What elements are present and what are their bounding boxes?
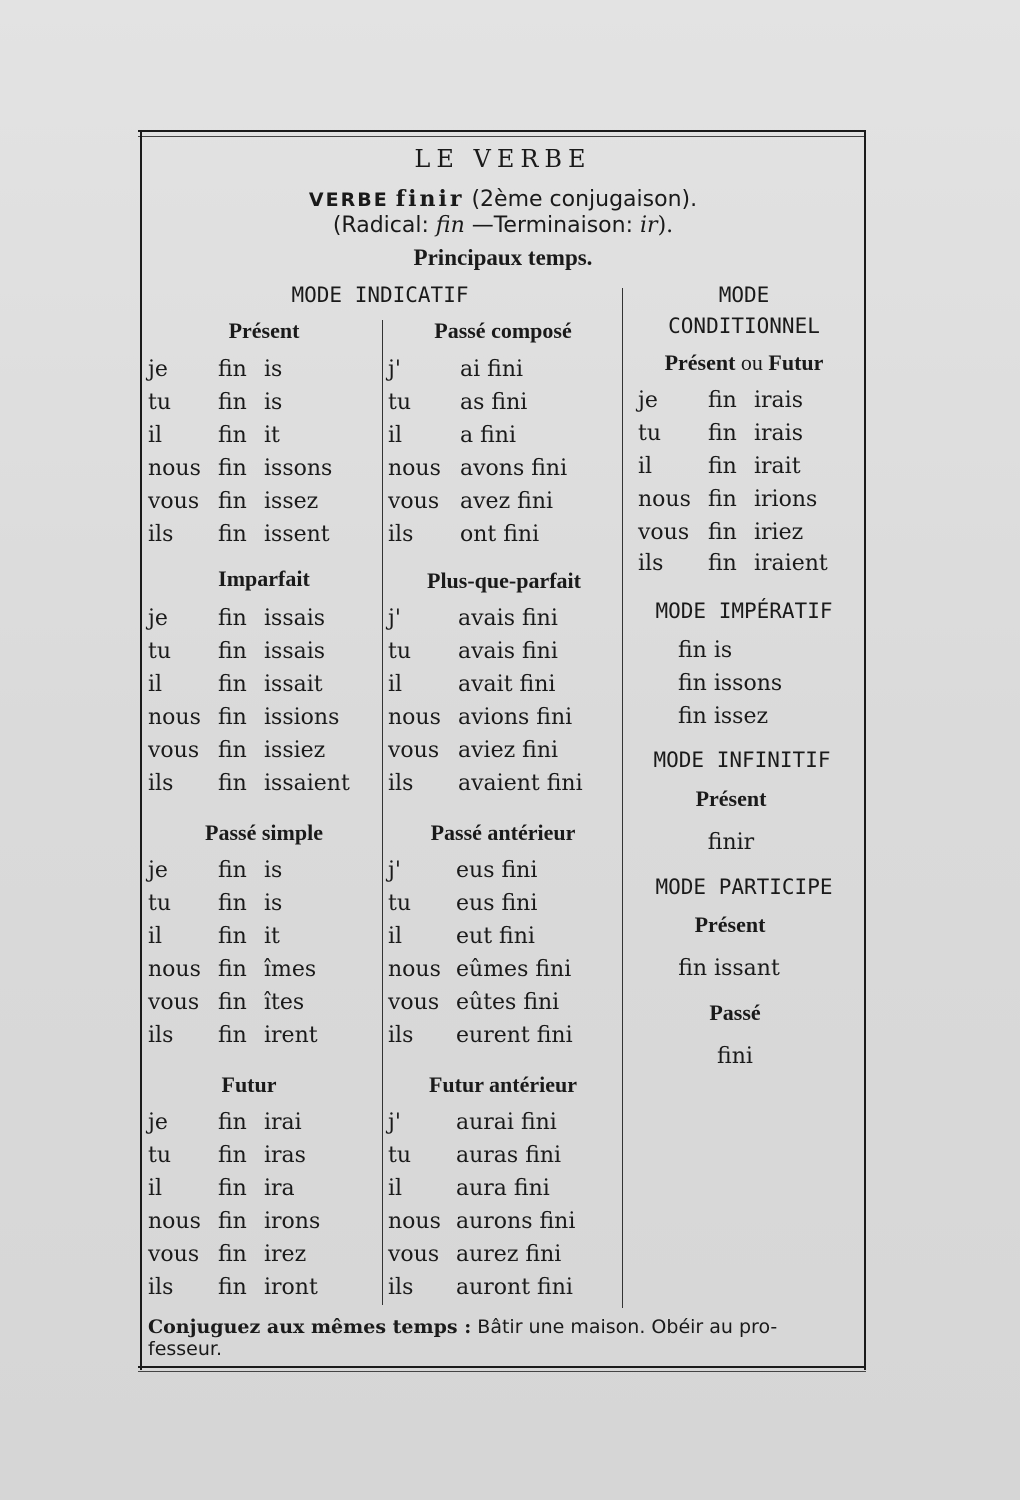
conjugation-form: eûmes fini (456, 957, 572, 982)
conjugation-form: eus fini (456, 891, 538, 916)
conjugation-radical: fin (218, 891, 247, 916)
conjugation-form: ai fini (460, 357, 524, 382)
conjugation-pronoun: nous (388, 957, 441, 982)
conjugation-ending: it (264, 423, 280, 448)
mode-conditionnel-label-2: CONDITIONNEL (668, 314, 820, 338)
conjugation-pronoun: je (148, 858, 168, 883)
exercise-text-line2: fesseur. (148, 1338, 223, 1360)
tense-heading-passe-simple: Passé simple (205, 820, 323, 845)
conjugation-radical: fin (218, 639, 247, 664)
conjugation-radical: fin (218, 606, 247, 631)
conjugation-ending: ira (264, 1176, 295, 1201)
conjugation-pronoun: ils (148, 1275, 174, 1300)
conjugation-pronoun: ils (148, 1023, 174, 1048)
conjugation-ending: irait (754, 454, 801, 479)
conjugation-pronoun: il (148, 1176, 163, 1201)
tense-heading-futur-anterieur: Futur antérieur (428, 1072, 578, 1097)
participe-present-value: fin issant (678, 956, 780, 981)
conjugation-pronoun: tu (388, 639, 412, 664)
conjugation-form: eûtes fini (456, 990, 560, 1015)
conjugation-pronoun: tu (638, 421, 662, 446)
conjugation-group: (2ème conjugaison). (471, 187, 698, 212)
conjugation-pronoun: vous (148, 990, 200, 1015)
conjugation-pronoun: ils (388, 1275, 414, 1300)
conjugation-ending: iraient (754, 551, 828, 576)
conjugation-ending: it (264, 924, 280, 949)
conjugation-pronoun: nous (148, 705, 201, 730)
conjugation-pronoun: nous (388, 705, 441, 730)
page-title: LE VERBE (414, 145, 592, 173)
terminaison-label: —Terminaison: (471, 213, 633, 238)
conjugation-radical: fin (218, 1176, 247, 1201)
conjugation-form: auras fini (456, 1143, 562, 1168)
imperatif-row-1: fin is (678, 638, 733, 663)
conjugation-radical: fin (708, 520, 737, 545)
conjugation-pronoun: il (148, 423, 163, 448)
conjugation-ending: irai (264, 1110, 302, 1135)
participe-present-heading: Présent (694, 912, 766, 937)
conjugation-ending: iriez (754, 520, 804, 545)
conjugation-ending: issez (264, 489, 319, 514)
conjugation-radical: fin (218, 1209, 247, 1234)
conjugation-form: ont fini (460, 522, 540, 547)
conjugation-pronoun: j' (388, 606, 401, 631)
principaux-heading: Principaux temps. (413, 245, 593, 270)
mode-indicatif-label: MODE INDICATIF (291, 283, 469, 307)
conjugation-pronoun: il (148, 924, 163, 949)
conjugation-form: eut fini (456, 924, 535, 949)
conjugation-ending: irons (264, 1209, 321, 1234)
conjugation-pronoun: j' (388, 858, 401, 883)
conjugation-ending: iras (264, 1143, 306, 1168)
conjugation-form: aurai fini (456, 1110, 557, 1135)
conjugation-pronoun: vous (148, 1242, 200, 1267)
verbe-label: VERBE (308, 189, 389, 211)
conjugation-form: aviez fini (458, 738, 559, 763)
conjugation-pronoun: tu (148, 639, 172, 664)
conjugation-ending: issent (264, 522, 330, 547)
conjugation-pronoun: tu (388, 891, 412, 916)
conjugation-pronoun: vous (388, 990, 440, 1015)
conjugation-pronoun: nous (638, 487, 691, 512)
conjugation-radical: fin (708, 487, 737, 512)
conjugation-radical: fin (218, 357, 247, 382)
conjugation-pronoun: je (148, 1110, 168, 1135)
conditionnel-tense-heading (624, 350, 864, 376)
conjugation-pronoun: nous (388, 456, 441, 481)
conjugation-radical: fin (708, 388, 737, 413)
conjugation-ending: issaient (264, 771, 350, 796)
conjugation-radical: fin (218, 522, 247, 547)
bottom-rule-thin (138, 1371, 866, 1372)
conjugation-pronoun: vous (388, 489, 440, 514)
conjugation-radical: fin (218, 1242, 247, 1267)
conjugation-pronoun: ils (148, 522, 174, 547)
conjugation-radical: fin (218, 423, 247, 448)
conjugation-pronoun: ils (388, 1023, 414, 1048)
imperatif-row-2: fin issons (678, 671, 783, 696)
conjugation-ending: irais (754, 421, 803, 446)
tense-heading-passe-compose: Passé composé (434, 318, 572, 343)
conjugation-form: avons fini (460, 456, 568, 481)
conjugation-radical: fin (218, 1143, 247, 1168)
conjugation-form: aurons fini (456, 1209, 576, 1234)
conditionnel-futur: Futur (768, 350, 824, 375)
mode-imperatif-label: MODE IMPÉRATIF (655, 599, 833, 623)
conjugation-pronoun: il (388, 1176, 403, 1201)
conjugation-ending: irent (264, 1023, 318, 1048)
conjugation-form: avez fini (460, 489, 554, 514)
conjugation-form: avais fini (458, 606, 558, 631)
conjugation-pronoun: j' (388, 357, 401, 382)
conjugation-pronoun: tu (148, 891, 172, 916)
exercise-instruction (148, 1316, 848, 1360)
conjugation-radical: fin (218, 924, 247, 949)
conjugation-ending: irais (754, 388, 803, 413)
tense-heading-imparfait: Imparfait (218, 566, 310, 591)
verb-line (140, 186, 866, 213)
conjugation-ending: issions (264, 705, 340, 730)
conjugation-pronoun: nous (388, 1209, 441, 1234)
conjugation-pronoun: je (638, 388, 658, 413)
separator-left-mid (382, 320, 383, 1305)
exercise-bold-lead: Conjuguez aux mêmes temps : (148, 1316, 472, 1338)
conjugation-pronoun: tu (148, 390, 172, 415)
conjugation-ending: issait (264, 672, 323, 697)
conjugation-pronoun: ils (388, 522, 414, 547)
conjugation-ending: iront (264, 1275, 318, 1300)
conjugation-ending: issiez (264, 738, 326, 763)
conjugation-pronoun: tu (388, 1143, 412, 1168)
conjugation-radical: fin (218, 771, 247, 796)
conjugation-radical: fin (218, 957, 247, 982)
conjugation-radical: fin (218, 705, 247, 730)
conjugation-pronoun: il (388, 423, 403, 448)
conjugation-radical: fin (218, 1110, 247, 1135)
conjugation-ending: îtes (264, 990, 305, 1015)
conjugation-pronoun: je (148, 606, 168, 631)
mode-participe-label: MODE PARTICIPE (655, 875, 833, 899)
tense-heading-plus-que-parfait: Plus-que-parfait (427, 568, 581, 593)
conjugation-pronoun: il (638, 454, 653, 479)
separator-mid-right (622, 288, 623, 1308)
conjugation-form: avait fini (458, 672, 556, 697)
conjugation-form: avais fini (458, 639, 558, 664)
conjugation-radical: fin (218, 489, 247, 514)
radical-line (140, 213, 866, 239)
tense-heading-present: Présent (228, 318, 300, 343)
infinitif-present-heading: Présent (695, 786, 767, 811)
conjugation-form: aurez fini (456, 1242, 562, 1267)
radical-open: (Radical: (332, 213, 429, 238)
conjugation-ending: is (264, 891, 283, 916)
conjugation-pronoun: ils (148, 771, 174, 796)
conjugation-radical: fin (218, 1275, 247, 1300)
conjugation-pronoun: il (388, 672, 403, 697)
conjugation-pronoun: tu (388, 390, 412, 415)
conditionnel-ou: ou (740, 350, 763, 375)
conjugation-pronoun: nous (148, 957, 201, 982)
conjugation-pronoun: il (148, 672, 163, 697)
conjugation-form: auront fini (456, 1275, 573, 1300)
conjugation-radical: fin (708, 421, 737, 446)
conjugation-radical: fin (218, 858, 247, 883)
conditionnel-present: Présent (664, 350, 736, 375)
conjugation-pronoun: tu (148, 1143, 172, 1168)
conjugation-radical: fin (708, 454, 737, 479)
radical-close: ). (657, 213, 674, 238)
conjugation-form: as fini (460, 390, 528, 415)
conjugation-pronoun: vous (148, 738, 200, 763)
conjugation-radical: fin (218, 738, 247, 763)
conjugation-pronoun: nous (148, 1209, 201, 1234)
conjugation-form: aura fini (456, 1176, 550, 1201)
conjugation-radical: fin (218, 672, 247, 697)
terminaison-value: ir (640, 213, 658, 238)
infinitif-value: finir (707, 830, 755, 855)
conjugation-pronoun: nous (148, 456, 201, 481)
verb-infinitive: finir (395, 186, 465, 212)
conjugation-pronoun: vous (388, 738, 440, 763)
conjugation-radical: fin (218, 1023, 247, 1048)
conjugation-radical: fin (218, 390, 247, 415)
conjugation-pronoun: je (148, 357, 168, 382)
conjugation-ending: is (264, 357, 283, 382)
conjugation-pronoun: il (388, 924, 403, 949)
radical-value: fin (435, 213, 465, 238)
conjugation-form: eurent fini (456, 1023, 573, 1048)
tense-heading-passe-anterieur: Passé antérieur (430, 820, 576, 845)
conjugation-ending: issons (264, 456, 333, 481)
imperatif-row-3: fin issez (678, 704, 769, 729)
conjugation-ending: issais (264, 606, 326, 631)
conjugation-ending: irions (754, 487, 818, 512)
participe-passe-value: fini (717, 1044, 753, 1069)
conjugation-pronoun: j' (388, 1110, 401, 1135)
conjugation-form: avaient fini (458, 771, 583, 796)
conjugation-ending: is (264, 390, 283, 415)
participe-passe-heading: Passé (709, 1000, 761, 1025)
mode-conditionnel-label: MODE (718, 283, 770, 307)
conjugation-pronoun: ils (638, 551, 664, 576)
conjugation-pronoun: vous (638, 520, 690, 545)
conjugation-radical: fin (708, 551, 737, 576)
conjugation-ending: is (264, 858, 283, 883)
mode-infinitif-label: MODE INFINITIF (653, 748, 831, 772)
bottom-rule (138, 1366, 866, 1368)
conjugation-pronoun: vous (388, 1242, 440, 1267)
conjugation-radical: fin (218, 456, 247, 481)
conjugation-ending: issais (264, 639, 326, 664)
tense-heading-futur: Futur (221, 1072, 277, 1097)
conjugation-pronoun: vous (148, 489, 200, 514)
exercise-text-line1: Bâtir une maison. Obéir au pro- (477, 1316, 778, 1338)
conjugation-ending: irez (264, 1242, 307, 1267)
conjugation-pronoun: ils (388, 771, 414, 796)
conjugation-form: eus fini (456, 858, 538, 883)
conjugation-form: a fini (460, 423, 516, 448)
conjugation-ending: îmes (264, 957, 317, 982)
conjugation-form: avions fini (458, 705, 573, 730)
conjugation-radical: fin (218, 990, 247, 1015)
